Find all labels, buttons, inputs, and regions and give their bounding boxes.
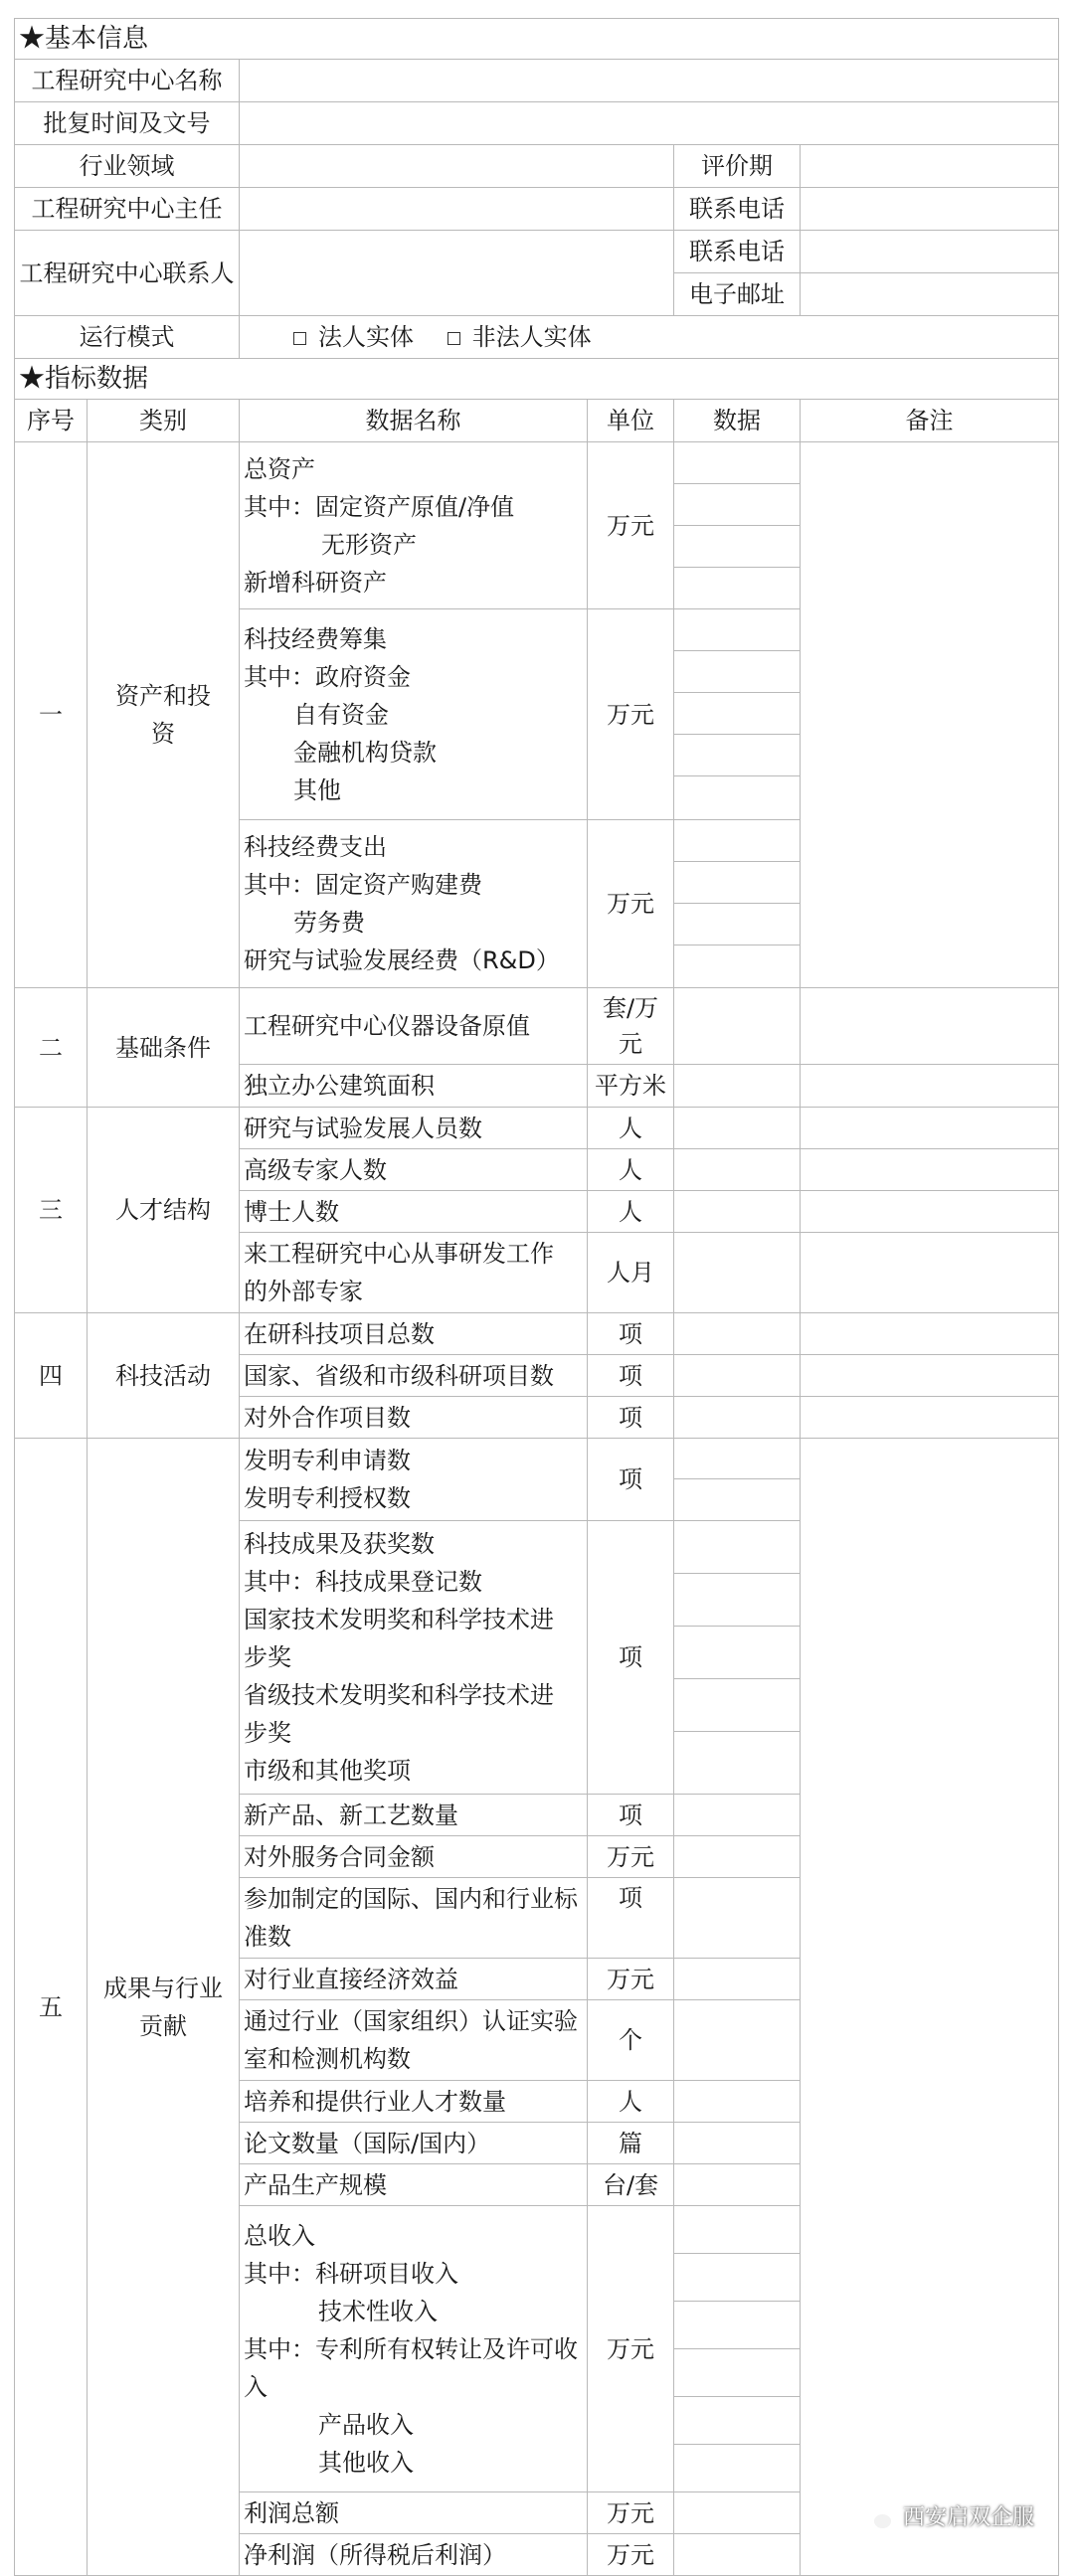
item-patent-grants: 发明专利授权数 (244, 1484, 411, 1512)
data-economic-benefit[interactable] (674, 1959, 801, 2000)
item-patent-transfer-line2: 入 (244, 2372, 268, 2401)
unit-external-experts: 人月 (588, 1233, 674, 1313)
item-papers: 论文数量（国际/国内） (240, 2123, 588, 2164)
item-other-income: 其他收入 (318, 2448, 414, 2477)
item-certified-labs-line1: 通过行业（国家组织）认证实验 (244, 2007, 578, 2035)
item-tech-spending: 科技经费支出 (244, 833, 387, 861)
data-talent-training[interactable] (674, 2081, 801, 2123)
field-contact-person[interactable] (240, 231, 674, 316)
item-other-funds: 其他 (293, 775, 341, 804)
option-non-legal-entity: 非法人实体 (471, 323, 592, 351)
remark-equipment-value[interactable] (801, 988, 1059, 1065)
item-standards (240, 1878, 588, 1959)
label-center-name: 工程研究中心名称 (15, 60, 240, 102)
item-total-income: 总收入 (244, 2221, 315, 2250)
unit-senior-experts: 人 (588, 1149, 674, 1191)
data-external-experts[interactable] (674, 1233, 801, 1313)
field-email[interactable] (801, 273, 1059, 316)
field-director[interactable] (240, 188, 674, 231)
item-senior-experts: 高级专家人数 (240, 1149, 588, 1191)
group5-remark[interactable] (801, 1439, 1059, 2576)
data-papers[interactable] (674, 2123, 801, 2164)
group2-number: 二 (15, 988, 88, 1108)
item-new-research-assets: 新增科研资产 (244, 568, 387, 597)
group2-category: 基础条件 (88, 988, 240, 1108)
unit-equipment-value: 套/万元 (588, 988, 674, 1065)
item-achievements-awards: 科技成果及获奖数 (244, 1530, 435, 1558)
label-approval: 批复时间及文号 (15, 102, 240, 145)
unit-total-profit: 万元 (588, 2492, 674, 2534)
group1-spending-items (240, 820, 588, 988)
item-economic-benefit: 对行业直接经济效益 (240, 1959, 588, 2000)
item-certified-labs (240, 2000, 588, 2081)
unit-phd-count: 人 (588, 1191, 674, 1233)
item-total-profit: 利润总额 (240, 2492, 588, 2534)
group1-assets-items (240, 442, 588, 609)
section-basic-title: ★基本信息 (15, 19, 1059, 60)
group5-income-items (240, 2206, 588, 2492)
group5-patent-unit: 项 (588, 1439, 674, 1521)
item-rd-staff: 研究与试验发展人员数 (240, 1108, 588, 1149)
watermark (859, 2500, 1034, 2531)
group1-spending-unit: 万元 (588, 820, 674, 988)
item-intangible-assets: 无形资产 (321, 530, 417, 559)
header-unit: 单位 (588, 400, 674, 442)
group4-category: 科技活动 (88, 1313, 240, 1439)
group5-award-unit: 项 (588, 1521, 674, 1795)
unit-new-products: 项 (588, 1795, 674, 1836)
form-table (14, 18, 1059, 2576)
remark-gov-projects[interactable] (801, 1355, 1059, 1397)
item-national-awards-line2: 步奖 (244, 1643, 291, 1671)
section-indicator-title: ★指标数据 (15, 359, 1059, 400)
item-patent-transfer-line1: 其中：专利所有权转让及许可收 (244, 2334, 578, 2363)
group5-income-data[interactable] (674, 2206, 801, 2492)
unit-office-area: 平方米 (588, 1065, 674, 1108)
header-data: 数据 (674, 400, 801, 442)
remark-coop-projects[interactable] (801, 1397, 1059, 1439)
remark-senior-experts[interactable] (801, 1149, 1059, 1191)
unit-service-contracts: 万元 (588, 1836, 674, 1878)
data-rd-staff[interactable] (674, 1108, 801, 1149)
item-provincial-awards-line1: 省级技术发明奖和科学技术进 (244, 1681, 554, 1709)
item-product-income: 产品收入 (318, 2410, 414, 2439)
data-phd-count[interactable] (674, 1191, 801, 1233)
item-city-awards: 市级和其他奖项 (244, 1757, 411, 1785)
item-rd-spending: 研究与试验发展经费（R&D） (244, 946, 560, 974)
item-fixed-assets: 其中：固定资产原值/净值 (244, 492, 515, 521)
group5-award-data[interactable] (674, 1521, 801, 1795)
indicator-form (14, 18, 1058, 2576)
run-mode-options (240, 316, 1059, 359)
item-total-assets: 总资产 (244, 454, 315, 483)
item-external-experts-line2: 的外部专家 (244, 1278, 363, 1305)
wechat-icon (859, 2502, 893, 2530)
item-national-awards-line1: 国家技术发明奖和科学技术进 (244, 1606, 554, 1633)
header-data-name: 数据名称 (240, 400, 588, 442)
group5-award-items (240, 1521, 588, 1795)
item-bank-loans: 金融机构贷款 (293, 738, 437, 767)
item-standards-line2: 准数 (244, 1923, 291, 1951)
label-phone2: 联系电话 (674, 231, 801, 273)
data-certified-labs[interactable] (674, 2000, 801, 2081)
data-net-profit[interactable] (674, 2534, 801, 2576)
group5-patent-items (240, 1439, 588, 1521)
remark-rd-staff[interactable] (801, 1108, 1059, 1149)
field-industry[interactable] (240, 145, 674, 188)
data-equipment-value[interactable] (674, 988, 801, 1065)
group5-category: 成果与行业贡献 (88, 1439, 240, 2576)
data-service-contracts[interactable] (674, 1836, 801, 1878)
group1-number: 一 (15, 442, 88, 988)
item-talent-training: 培养和提供行业人才数量 (240, 2081, 588, 2123)
item-provincial-awards-line2: 步奖 (244, 1719, 291, 1747)
field-center-name[interactable] (240, 60, 1059, 102)
label-contact-person: 工程研究中心联系人 (15, 231, 240, 316)
option-legal-entity: 法人实体 (318, 323, 414, 351)
item-labor-cost: 劳务费 (293, 909, 365, 937)
group1-funding-items (240, 609, 588, 820)
group1-funding-data[interactable] (674, 609, 801, 820)
item-tech-funding: 科技经费筹集 (244, 624, 387, 653)
data-senior-experts[interactable] (674, 1149, 801, 1191)
unit-papers: 篇 (588, 2123, 674, 2164)
data-production-scale[interactable] (674, 2164, 801, 2206)
item-gov-projects: 国家、省级和市级科研项目数 (240, 1355, 588, 1397)
unit-coop-projects: 项 (588, 1397, 674, 1439)
item-technical-income: 技术性收入 (318, 2297, 438, 2325)
unit-active-projects: 项 (588, 1313, 674, 1355)
item-equipment-value: 工程研究中心仪器设备原值 (240, 988, 588, 1065)
label-email: 电子邮址 (674, 273, 801, 316)
group3-category: 人才结构 (88, 1108, 240, 1313)
group1-funding-unit: 万元 (588, 609, 674, 820)
label-eval-period: 评价期 (674, 145, 801, 188)
unit-net-profit: 万元 (588, 2534, 674, 2576)
header-category: 类别 (88, 400, 240, 442)
group5-income-unit: 万元 (588, 2206, 674, 2492)
unit-talent-training: 人 (588, 2081, 674, 2123)
group4-number: 四 (15, 1313, 88, 1439)
field-approval[interactable] (240, 102, 1059, 145)
data-coop-projects[interactable] (674, 1397, 801, 1439)
label-industry: 行业领域 (15, 145, 240, 188)
field-eval-period[interactable] (801, 145, 1059, 188)
item-coop-projects: 对外合作项目数 (240, 1397, 588, 1439)
header-no: 序号 (15, 400, 88, 442)
checkbox-non-legal-entity[interactable] (448, 332, 460, 345)
group1-remark[interactable] (801, 442, 1059, 988)
data-office-area[interactable] (674, 1065, 801, 1108)
item-new-products: 新产品、新工艺数量 (240, 1795, 588, 1836)
item-external-experts-line1: 来工程研究中心从事研发工作 (244, 1240, 554, 1268)
item-fixed-asset-purchase: 其中：固定资产购建费 (244, 871, 482, 899)
item-active-projects: 在研科技项目总数 (240, 1313, 588, 1355)
remark-phd-count[interactable] (801, 1191, 1059, 1233)
item-patent-applications: 发明专利申请数 (244, 1447, 411, 1474)
unit-certified-labs: 个 (588, 2000, 674, 2081)
unit-gov-projects: 项 (588, 1355, 674, 1397)
item-own-funds: 自有资金 (293, 700, 389, 729)
item-net-profit: 净利润（所得税后利润） (240, 2534, 588, 2576)
item-registered-achievements: 其中：科技成果登记数 (244, 1568, 482, 1596)
unit-rd-staff: 人 (588, 1108, 674, 1149)
data-new-products[interactable] (674, 1795, 801, 1836)
data-active-projects[interactable] (674, 1313, 801, 1355)
item-office-area: 独立办公建筑面积 (240, 1065, 588, 1108)
item-production-scale: 产品生产规模 (240, 2164, 588, 2206)
remark-external-experts[interactable] (801, 1233, 1059, 1313)
unit-economic-benefit: 万元 (588, 1959, 674, 2000)
item-external-experts (240, 1233, 588, 1313)
checkbox-legal-entity[interactable] (293, 332, 306, 345)
field-phone[interactable] (801, 188, 1059, 231)
remark-active-projects[interactable] (801, 1313, 1059, 1355)
group3-number: 三 (15, 1108, 88, 1313)
header-remark: 备注 (801, 400, 1059, 442)
field-phone2[interactable] (801, 231, 1059, 273)
label-phone: 联系电话 (674, 188, 801, 231)
group5-patent-data[interactable] (674, 1439, 801, 1521)
label-run-mode: 运行模式 (15, 316, 240, 359)
data-gov-projects[interactable] (674, 1355, 801, 1397)
item-government-funds: 其中：政府资金 (244, 662, 411, 691)
item-service-contracts: 对外服务合同金额 (240, 1836, 588, 1878)
group1-spending-data[interactable] (674, 820, 801, 988)
watermark-text: 西安启双企服 (902, 2505, 1034, 2530)
unit-production-scale: 台/套 (588, 2164, 674, 2206)
unit-standards: 项 (588, 1878, 674, 1959)
data-standards[interactable] (674, 1878, 801, 1959)
label-director: 工程研究中心主任 (15, 188, 240, 231)
item-research-income: 其中：科研项目收入 (244, 2259, 458, 2288)
group5-number: 五 (15, 1439, 88, 2576)
item-standards-line1: 参加制定的国际、国内和行业标 (244, 1885, 578, 1913)
group1-category: 资产和投资 (88, 442, 240, 988)
item-certified-labs-line2: 室和检测机构数 (244, 2045, 411, 2073)
group1-assets-data[interactable] (674, 442, 801, 609)
remark-office-area[interactable] (801, 1065, 1059, 1108)
data-total-profit[interactable] (674, 2492, 801, 2534)
item-phd-count: 博士人数 (240, 1191, 588, 1233)
group1-assets-unit: 万元 (588, 442, 674, 609)
